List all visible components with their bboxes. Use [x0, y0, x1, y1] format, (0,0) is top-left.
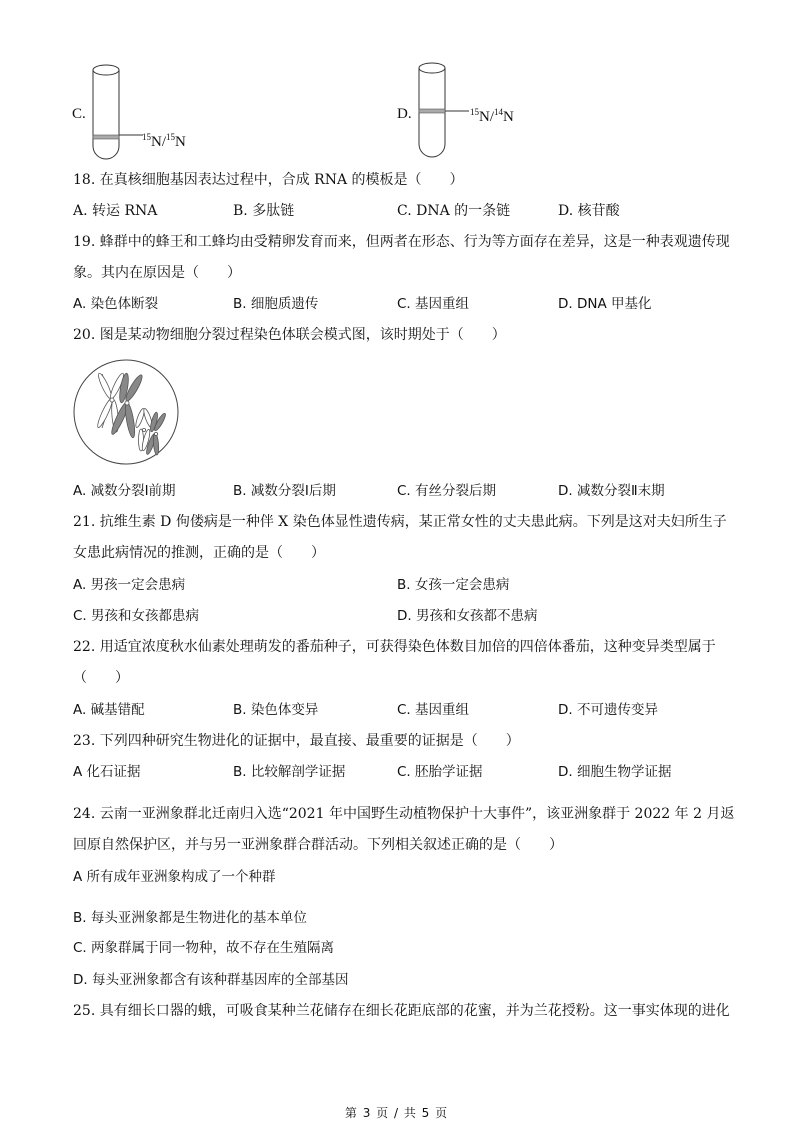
- q22-option-b: B. 染色体变异: [233, 702, 319, 718]
- q19-option-c: C. 基因重组: [397, 296, 470, 312]
- q21-option-d: D. 男孩和女孩都不患病: [397, 608, 538, 624]
- q22-stem-line1: 22. 用适宜浓度秋水仙素处理萌发的番茄种子，可获得染色体数目加倍的四倍体番茄，这种变异类型属于: [73, 639, 716, 655]
- q19-stem-line2: 象。其内在原因是（ ）: [73, 265, 241, 281]
- q23-option-a: A 化石证据: [73, 764, 141, 780]
- q20-stem: 20. 图是某动物细胞分裂过程染色体联会模式图，该时期处于（ ）: [73, 327, 506, 343]
- band-label-c: $^{15}$N/$^{15}$N: [142, 132, 186, 150]
- q23-option-c: C. 胚胎学证据: [397, 764, 483, 780]
- chromosome-synapsis-figure: [72, 358, 180, 466]
- q18-option-d: D. 核苷酸: [558, 203, 620, 219]
- q20-option-b: B. 减数分裂Ⅰ后期: [233, 483, 336, 499]
- q20-option-a: A. 减数分裂Ⅰ前期: [73, 483, 176, 499]
- q24-option-a: A 所有成年亚洲象构成了一个种群: [73, 869, 276, 885]
- band-line-d: [445, 106, 469, 116]
- q18-option-a: A. 转运 RNA: [73, 203, 158, 219]
- q21-stem-line1: 21. 抗维生素 D 佝偻病是一种伴 X 染色体显性遗传病，某正常女性的丈夫患此病。下列是这对夫妇所生子: [73, 514, 727, 530]
- q24-option-d: D. 每头亚洲象都含有该种群基因库的全部基因: [73, 972, 349, 988]
- q19-option-a: A. 染色体断裂: [73, 296, 159, 312]
- q21-option-c: C. 男孩和女孩都患病: [73, 608, 200, 624]
- option-d-label: D.: [397, 106, 412, 122]
- q24-option-b: B. 每头亚洲象都是生物进化的基本单位: [73, 910, 307, 926]
- q18-option-c: C. DNA 的一条链: [397, 203, 511, 219]
- band-line-c: [119, 130, 143, 140]
- q19-option-d: D. DNA 甲基化: [558, 296, 652, 312]
- test-tube-c: [90, 62, 130, 162]
- q24-option-c: C. 两象群属于同一物种，故不存在生殖隔离: [73, 940, 335, 956]
- q18-stem: 18. 在真核细胞基因表达过程中，合成 RNA 的模板是（ ）: [73, 172, 464, 188]
- q22-option-d: D. 不可遗传变异: [558, 702, 658, 718]
- q24-stem-line2: 回原自然保护区，并与另一亚洲象群合群活动。下列相关叙述正确的是（ ）: [73, 837, 563, 853]
- q21-option-b: B. 女孩一定会患病: [397, 577, 510, 593]
- q20-option-c: C. 有丝分裂后期: [397, 483, 497, 499]
- q22-stem-line2: （ ）: [73, 670, 129, 686]
- q23-option-d: D. 细胞生物学证据: [558, 764, 672, 780]
- q23-stem: 23. 下列四种研究生物进化的证据中，最直接、最重要的证据是（ ）: [73, 733, 520, 749]
- q18-option-b: B. 多肽链: [233, 203, 295, 219]
- page-footer: 第 3 页 / 共 5 页: [344, 1106, 449, 1120]
- q22-option-c: C. 基因重组: [397, 702, 470, 718]
- q24-stem-line1: 24. 云南一亚洲象群北迁南归入选“2021 年中国野生动植物保护十大事件”，该亚洲象群于 2022 年 2 月返: [73, 806, 735, 822]
- q19-option-b: B. 细胞质遗传: [233, 296, 319, 312]
- q21-stem-line2: 女患此病情况的推测，正确的是（ ）: [73, 545, 325, 561]
- band-label-d: $^{15}$N/$^{14}$N: [470, 107, 514, 125]
- q21-option-a: A. 男孩一定会患病: [73, 577, 186, 593]
- q25-stem-line1: 25. 具有细长口器的蛾，可吸食某种兰花储存在细长花距底部的花蜜，并为兰花授粉。这一事实体现的进化: [73, 1003, 730, 1019]
- q20-option-d: D. 减数分裂Ⅱ末期: [558, 483, 665, 499]
- option-c-label: C.: [72, 106, 86, 122]
- q23-option-b: B. 比较解剖学证据: [233, 764, 346, 780]
- q22-option-a: A. 碱基错配: [73, 702, 145, 718]
- q19-stem-line1: 19. 蜂群中的蜂王和工蜂均由受精卵发育而来，但两者在形态、行为等方面存在差异，这是一种表观遗传现: [73, 234, 730, 250]
